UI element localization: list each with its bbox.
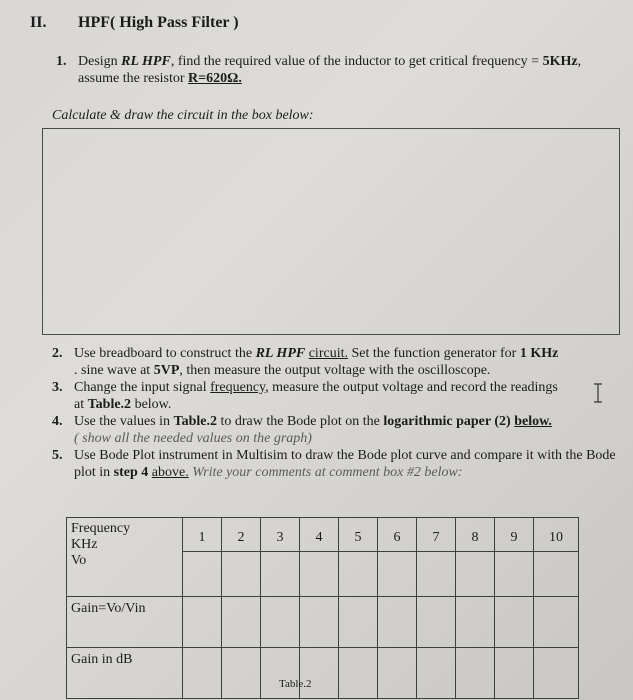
step-text: Use Bode Plot instrument in Multisim to draw the Bode plot curve and compare it with the Bode plot in (74, 448, 616, 480)
frequency-value: 10 (549, 530, 563, 545)
gain-db-cell[interactable] (300, 648, 339, 699)
calculate-instruction: Calculate & draw the circuit in the box below: (52, 108, 314, 123)
step-text: Table.2 (87, 397, 132, 412)
step-text: frequency, (210, 380, 269, 395)
step-text: 5KHz (542, 54, 578, 69)
step-text: RL HPF (121, 54, 171, 69)
step-number: 4. (52, 414, 63, 429)
step-text: circuit. (308, 346, 348, 361)
step-number: 2. (52, 346, 63, 361)
header-label: Frequency (71, 521, 131, 536)
step-text: . sine wave at (74, 363, 151, 378)
frequency-cell (495, 518, 534, 552)
gain-db-cell[interactable] (378, 648, 417, 699)
step-note: ( show all the needed values on the graph) (74, 431, 312, 446)
step-text: measure the output voltage and record the readings at (74, 380, 558, 412)
procedure-list (52, 345, 622, 481)
step-text: , then measure the output voltage with the oscilloscope. (179, 363, 491, 378)
header-label: KHz (71, 537, 98, 552)
frequency-cell (183, 518, 222, 552)
frequency-value: 8 (471, 530, 479, 545)
circuit-drawing-box[interactable] (42, 128, 620, 335)
gain-db-cell[interactable] (534, 648, 579, 699)
frequency-value: 7 (432, 530, 440, 545)
frequency-cell (261, 518, 300, 552)
step-text: below. (134, 397, 172, 412)
step-text: step 4 (113, 465, 149, 480)
gain-cell[interactable] (339, 597, 378, 648)
step-text: R=620Ω. (188, 71, 242, 86)
frequency-value: 1 (198, 530, 206, 545)
step-text: to draw the Bode plot on the (220, 414, 380, 429)
gain-db-cell[interactable] (261, 648, 300, 699)
gain-cell[interactable] (378, 597, 417, 648)
step-text: Change the input signal (74, 380, 207, 395)
measurement-table (66, 517, 579, 699)
frequency-value: 6 (393, 530, 401, 545)
text-cursor-icon (593, 383, 603, 403)
frequency-cell (417, 518, 456, 552)
vo-cell[interactable] (417, 551, 456, 596)
frequency-cell (456, 518, 495, 552)
step-1 (56, 53, 616, 87)
vo-cell[interactable] (495, 551, 534, 596)
frequency-cell (378, 518, 417, 552)
step-5 (52, 447, 622, 481)
step-text: 5VP (153, 363, 180, 378)
frequency-value: 5 (354, 530, 362, 545)
row-label-gain (67, 597, 183, 648)
frequency-value: 4 (315, 530, 323, 545)
step-text: Set the function generator for (351, 346, 517, 361)
step-note: Write your comments at comment box #2 below: (192, 465, 463, 480)
gain-cell[interactable] (534, 597, 579, 648)
step-text: RL HPF (255, 346, 306, 361)
vo-cell[interactable] (261, 551, 300, 596)
step-4 (52, 413, 622, 447)
header-label-cell (67, 518, 183, 597)
step-text: logarithmic paper (2) (383, 414, 511, 429)
gain-cell[interactable] (456, 597, 495, 648)
frequency-cell (339, 518, 378, 552)
vo-cell[interactable] (534, 551, 579, 596)
section-title: HPF( High Pass Filter ) (78, 14, 239, 31)
gain-cell[interactable] (261, 597, 300, 648)
table-caption: Table.2 (279, 678, 312, 690)
frequency-value: 9 (510, 530, 518, 545)
header-label: Vo (71, 553, 87, 568)
section-heading (30, 14, 239, 32)
step-number: 3. (52, 380, 63, 395)
vo-cell[interactable] (222, 551, 261, 596)
step-text: below. (514, 414, 552, 429)
gain-db-cell[interactable] (222, 648, 261, 699)
step-text: Table.2 (173, 414, 217, 429)
vo-cell[interactable] (339, 551, 378, 596)
row-label-gain-db (67, 648, 183, 699)
step-text: , find the required value of the inductor to get critical frequency = (170, 54, 540, 69)
section-number: II. (30, 14, 47, 31)
gain-cell[interactable] (183, 597, 222, 648)
step-2 (52, 345, 622, 379)
step-text: Use breadboard to construct the (74, 346, 253, 361)
step-text: Use the values in (74, 414, 171, 429)
gain-db-cell[interactable] (417, 648, 456, 699)
gain-db-cell[interactable] (339, 648, 378, 699)
frequency-cell (222, 518, 261, 552)
gain-db-cell[interactable] (495, 648, 534, 699)
gain-cell[interactable] (417, 597, 456, 648)
row-label: Gain=Vo/Vin (71, 601, 146, 616)
frequency-cell (534, 518, 579, 552)
gain-db-cell[interactable] (456, 648, 495, 699)
step-text: above. (151, 465, 189, 480)
gain-cell[interactable] (495, 597, 534, 648)
vo-cell[interactable] (300, 551, 339, 596)
step-number: 5. (52, 448, 63, 463)
gain-cell[interactable] (222, 597, 261, 648)
gain-cell[interactable] (300, 597, 339, 648)
row-label: Gain in dB (71, 652, 133, 667)
vo-cell[interactable] (456, 551, 495, 596)
frequency-cell (300, 518, 339, 552)
gain-db-cell[interactable] (183, 648, 222, 699)
step-3 (52, 379, 622, 413)
step-number: 1. (56, 54, 67, 69)
frequency-value: 2 (237, 530, 245, 545)
frequency-value: 3 (276, 530, 284, 545)
step-text: , assume the resistor (78, 54, 582, 86)
step-text: Design (78, 54, 118, 69)
vo-cell[interactable] (183, 551, 222, 596)
vo-cell[interactable] (378, 551, 417, 596)
step-text: 1 KHz (519, 346, 559, 361)
